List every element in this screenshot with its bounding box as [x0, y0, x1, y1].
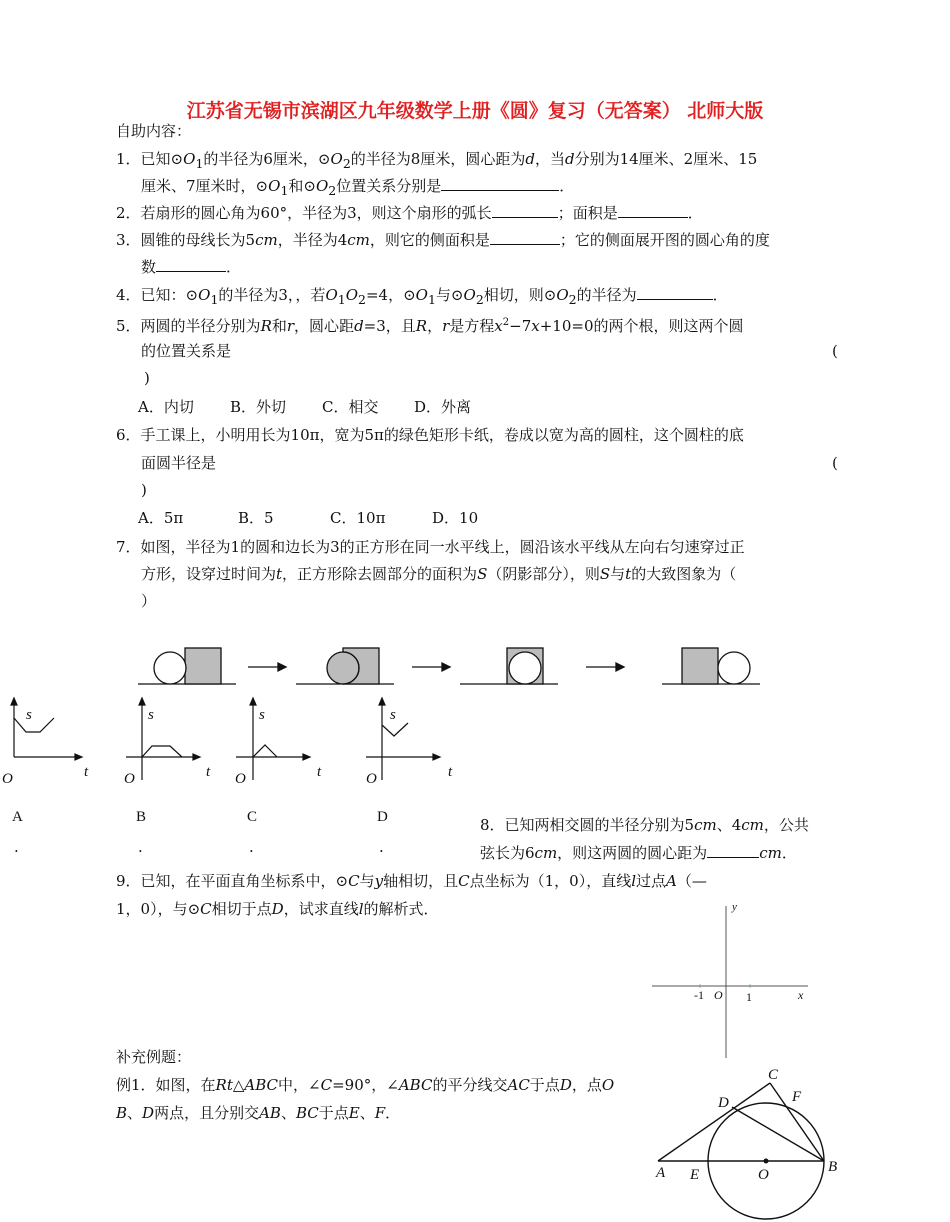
ex-var: ABC [398, 1076, 433, 1094]
q1-sub: 2 [342, 156, 351, 171]
axis-origin: O [714, 988, 723, 1002]
q6-option-a[interactable]: A．5π [138, 509, 184, 527]
ex-text: 例1．如图，在 [116, 1076, 216, 1094]
q8-unit: cm [534, 844, 558, 862]
ex-var: F [374, 1104, 386, 1122]
q1-o: O [183, 150, 196, 168]
ex-text: 的平分线交 [432, 1076, 508, 1094]
graph-d-dot: . [379, 838, 384, 856]
q4-text: 相切，则⊙ [483, 286, 557, 304]
section-self-heading: 自助内容： [116, 122, 192, 140]
q9-text: （— [676, 872, 707, 890]
q9-text: 的解析式． [363, 900, 439, 918]
ex-var: O [601, 1076, 615, 1094]
q5-paren-close: ) [144, 369, 150, 387]
q1-o: O [268, 177, 281, 195]
q6-option-d[interactable]: D．10 [432, 509, 479, 527]
q9-var: C [458, 872, 470, 890]
q5-paren-open: ( [832, 342, 838, 360]
q4-sub: 1 [210, 292, 219, 307]
q8-text: ． [781, 844, 797, 862]
q1-text: ，当 [534, 150, 565, 168]
graph-c-label[interactable]: C [247, 809, 258, 825]
ex-var: C [320, 1076, 333, 1094]
q9-var: y [374, 872, 384, 890]
q2-number: 2． [116, 204, 141, 222]
q9-var: l [358, 900, 364, 918]
q4-o: O [345, 286, 359, 304]
graph-c-s-label: s [259, 707, 265, 723]
q4-number: 4． [116, 286, 141, 304]
q2-text: ． [687, 204, 703, 222]
q9-text: 与 [359, 872, 375, 890]
graph-d-origin: O [366, 771, 377, 787]
graph-c-origin: O [235, 771, 246, 787]
q5-var: R [260, 317, 272, 335]
q1-text: 已知⊙ [140, 150, 184, 168]
q2-text: 若扇形的圆心角为60°，半径为3，则这个扇形的弧长 [140, 204, 492, 222]
q5-text: +10=0的两个根，则这两个圆 [539, 317, 744, 335]
axis-tick-neg1: -1 [694, 988, 704, 1002]
q4-text: 的半径为 [576, 286, 637, 304]
q4-sub: 2 [568, 292, 577, 307]
q5-text: −7 [509, 317, 532, 335]
q6-option-b[interactable]: B．5 [238, 509, 274, 527]
question-6-line-2: 面圆半径是 [141, 454, 217, 472]
ex-text: =90°，∠ [332, 1076, 399, 1094]
q1-text: 厘米、7厘米时，⊙ [141, 177, 269, 195]
q4-o: O [415, 286, 428, 304]
q5-var: x [494, 317, 503, 335]
graph-a-origin: O [2, 771, 13, 787]
q1-text: 分别为14厘米、2厘米、15 [574, 150, 758, 168]
q3-text: ；它的侧面展开图的圆心角的度 [559, 231, 770, 249]
q6-paren-open: ( [832, 454, 838, 472]
q7-text: 与 [610, 565, 626, 583]
q4-sub: 1 [427, 292, 436, 307]
q6-option-c[interactable]: C．10π [330, 509, 386, 527]
q5-text: ，圆心距 [294, 317, 355, 335]
q4-o: O [198, 286, 211, 304]
q7-text: 方形，设穿过时间为 [141, 565, 277, 583]
ex-var: AB [259, 1104, 281, 1122]
q5-text: 是方程 [449, 317, 495, 335]
graph-a-t-label: t [84, 764, 89, 780]
q5-text: =3，且 [363, 317, 416, 335]
graph-b-t-label: t [206, 764, 211, 780]
q5-option-a[interactable]: A．内切 [138, 398, 194, 416]
graph-a-dot: . [14, 838, 19, 856]
ex-text: 、 [280, 1104, 296, 1122]
ex-text: 中，∠ [278, 1076, 321, 1094]
ex-text: ． [385, 1104, 401, 1122]
axis-y-label: y [732, 901, 737, 913]
point-e-label: E [690, 1167, 700, 1183]
q4-text: 的半径为3，，若 [218, 286, 326, 304]
q1-number: 1． [116, 150, 141, 168]
ex-var: Rt [215, 1076, 233, 1094]
q8-text: 弦长为6 [480, 844, 535, 862]
q5-var: r [286, 317, 295, 335]
graph-a-s-label: s [26, 707, 32, 723]
q9-var: C [200, 900, 212, 918]
q9-var: A [666, 872, 677, 890]
q5-var: x [531, 317, 540, 335]
graph-a-label[interactable]: A [12, 809, 23, 825]
q1-text: 的半径为6厘米，⊙ [203, 150, 331, 168]
q5-text: 两圆的半径分别为 [140, 317, 261, 335]
q6-paren-close: ) [141, 481, 147, 499]
q4-text: 已知：⊙ [140, 286, 199, 304]
q5-var: r [442, 317, 450, 335]
q7-text: 的大致图象为（ [631, 565, 737, 583]
q9-text: 相切于点 [211, 900, 272, 918]
q7-text: （阴影部分），则 [487, 565, 600, 583]
point-b-label: B [828, 1159, 838, 1175]
q4-text: ． [712, 286, 728, 304]
ex-text: △ [232, 1076, 245, 1094]
ex-var: B [116, 1104, 128, 1122]
q9-var: C [348, 872, 360, 890]
q6-text: 手工课上，小明用长为10π，宽为5π的绿色矩形卡纸，卷成以宽为高的圆柱，这个圆柱的底 [140, 426, 744, 444]
point-f-label: F [792, 1089, 802, 1105]
ex-text: 、 [359, 1104, 375, 1122]
q7-number: 7． [116, 538, 141, 556]
graph-d-s-label: s [390, 707, 396, 723]
q4-text: 与⊙ [435, 286, 464, 304]
graph-c-dot: . [249, 838, 254, 856]
q8-unit: cm [694, 816, 717, 834]
q4-sub: 1 [337, 292, 346, 307]
q8-text: 已知两相交圆的半径分别为5 [504, 816, 695, 834]
graph-c-t-label: t [317, 764, 322, 780]
q1-o: O [330, 150, 343, 168]
q9-text: 点坐标为（1，0），直线 [469, 872, 632, 890]
question-5-line-2: 的位置关系是 [141, 342, 232, 360]
q5-option-c[interactable]: C．相交 [322, 398, 379, 416]
q1-text: 的半径为8厘米，圆心距为 [350, 150, 526, 168]
q3-unit: cm [347, 231, 370, 249]
q1-text: ． [559, 177, 575, 195]
q4-o: O [325, 286, 338, 304]
q4-text: =4，⊙ [365, 286, 416, 304]
q4-o: O [463, 286, 476, 304]
q7-text: 如图，半径为1的圆和边长为3的正方形在同一水平线上，圆沿该水平线从左向右匀速穿过正 [140, 538, 745, 556]
q7-text: ，正方形除去圆部分的面积为 [282, 565, 478, 583]
q9-var: D [271, 900, 284, 918]
q7-var: S [477, 565, 488, 583]
q1-o: O [315, 177, 329, 195]
q1-sub: 2 [328, 183, 337, 198]
q6-number: 6． [116, 426, 141, 444]
ex-var: BC [295, 1104, 319, 1122]
q9-number: 9． [116, 872, 141, 890]
q3-text: 圆锥的母线长为5 [140, 231, 256, 249]
point-d-label: D [718, 1095, 729, 1111]
q8-text: 、4 [716, 816, 742, 834]
q5-superscript: 2 [502, 317, 510, 328]
ex-text: ，点 [571, 1076, 602, 1094]
ex-text: 于点 [318, 1104, 349, 1122]
q9-text: 过点 [636, 872, 667, 890]
q3-number: 3． [116, 231, 141, 249]
q1-text: 位置关系分别是 [336, 177, 442, 195]
q3-text: ，则它的侧面积是 [369, 231, 490, 249]
graph-b-s-label: s [148, 707, 154, 723]
q2-text: ；面积是 [557, 204, 618, 222]
q8-text: ，则这两圆的圆心距为 [557, 844, 708, 862]
q3-unit: cm [255, 231, 278, 249]
q5-number: 5． [116, 317, 141, 335]
q9-text: 1，0），与⊙ [116, 900, 201, 918]
graph-b-label[interactable]: B [136, 809, 147, 825]
point-o-label: O [758, 1167, 769, 1183]
ex-text: 于点 [529, 1076, 560, 1094]
graph-b-dot: . [138, 838, 143, 856]
q5-option-b[interactable]: B．外切 [230, 398, 287, 416]
q1-text: 和⊙ [288, 177, 316, 195]
q7-var: t [625, 565, 632, 583]
q1-d: d [564, 150, 575, 168]
point-c-label: C [768, 1067, 779, 1083]
q9-text: 已知，在平面直角坐标系中，⊙ [140, 872, 349, 890]
ex-text: 、 [127, 1104, 143, 1122]
q4-sub: 2 [475, 292, 484, 307]
ex-var: ABC [244, 1076, 279, 1094]
point-a-label: A [656, 1165, 666, 1181]
q5-option-d[interactable]: D．外离 [414, 398, 472, 416]
ex-var: D [142, 1104, 155, 1122]
axis-x-label: x [798, 988, 804, 1002]
q1-sub: 1 [195, 156, 204, 171]
ex-text: 两点，且分别交 [154, 1104, 260, 1122]
ex-var: E [348, 1104, 360, 1122]
q3-text: 数 [141, 258, 157, 276]
q8-unit: cm [759, 844, 782, 862]
question-7-line-3: ） [141, 592, 157, 610]
q1-sub: 1 [280, 183, 289, 198]
q4-sub: 2 [358, 292, 366, 307]
q5-var: R [415, 317, 428, 335]
q3-text: ，半径为4 [277, 231, 348, 249]
q4-o: O [556, 286, 569, 304]
supplement-heading: 补充例题： [116, 1048, 192, 1066]
q3-text: ． [226, 258, 242, 276]
q8-text: ，公共 [763, 816, 809, 834]
q9-text: 轴相切，且 [383, 872, 459, 890]
q5-text: ， [427, 317, 443, 335]
ex-var: D [559, 1076, 572, 1094]
ex-var: AC [507, 1076, 530, 1094]
q5-text: 和 [271, 317, 287, 335]
q7-var: S [599, 565, 611, 583]
q1-d: d [525, 150, 535, 168]
graph-d-label[interactable]: D [377, 809, 388, 825]
q7-var: t [276, 565, 283, 583]
q8-unit: cm [741, 816, 764, 834]
q5-var: d [354, 317, 364, 335]
page-title: 江苏省无锡市滨湖区九年级数学上册《圆》复习（无答案） 北师大版 [186, 100, 764, 122]
graph-d-t-label: t [448, 764, 453, 780]
axis-tick-1: 1 [746, 990, 752, 1004]
q9-var: l [631, 872, 637, 890]
q9-text: ，试求直线 [283, 900, 359, 918]
q8-number: 8． [480, 816, 505, 834]
graph-b-origin: O [124, 771, 135, 787]
